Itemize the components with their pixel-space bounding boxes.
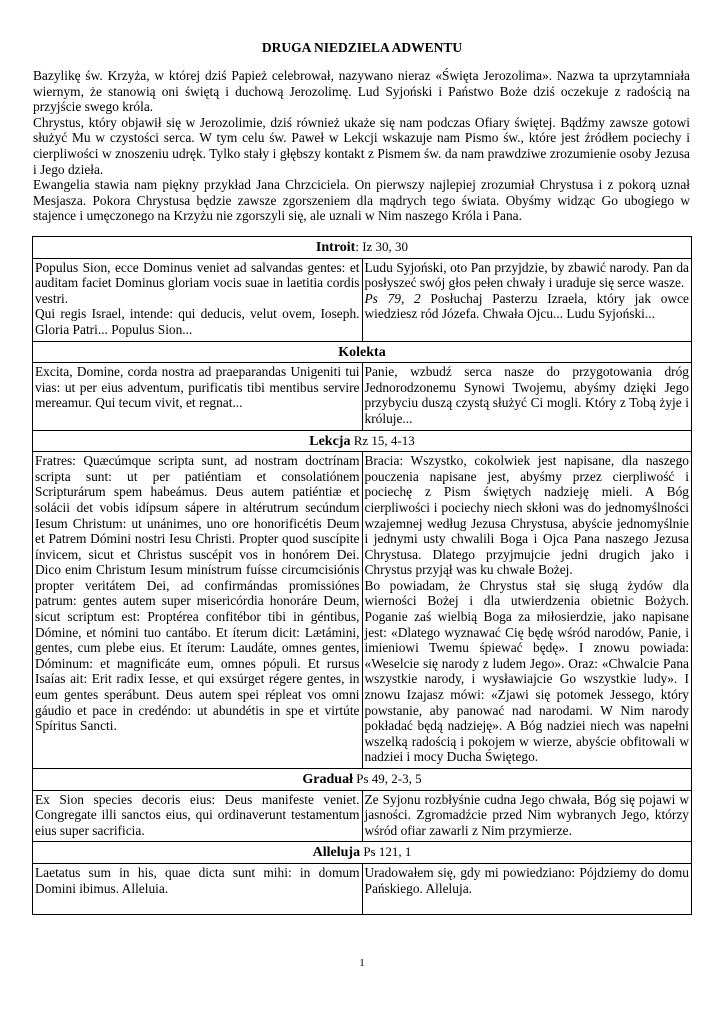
latin-text: Fratres: Quæcúmque scripta sunt, ad nostram doctrínam scripta sunt: ut per patiéntiam et consolatiónem Scripturárum spem habeámus. Deus autem patiéntiæ et solácii det vobis idípsum sápere in altérutrum secúndum Iesum Christum: ut unánimes, uno ore honorificétis Deum et Patrem Dómini nostri Iesu Christi. Propter quod suscípite ínvicem, sicut et Christus suscépit vos in honórem Dei. Dico enim Christum Iesum minístrum fuísse circumcisiónis propter veritátem Dei, ad confirmándas promissiónes patrum: gentes autem super misericórdia honoráre Deum, sicut scriptum est: Proptérea confitébor tibi in géntibus, Dómine, et nómini tuo cantábo. Et íterum dicit: Lætámini, gentes, cum plebe eius. Et íterum: Laudáte, omnes gentes, Dóminum: et magnificáte eum, omnes pópuli. Et rursus Isaías ait: Erit radix Iesse, et qui exsúrget régere gentes, in eum gentes sperábunt. Deus autem spei répleat vos omni gáudio et pace in credéndo: ut abundétis in spe et virtúte Spíritus Sancti. <box>35 453 360 734</box>
polish-text: Panie, wzbudź serca nasze do przygotowania dróg Jednorodzonemu Synowi Twojemu, abyśmy dzięki Jego przybyciu duszą czystą służyć Ci mogli. Który z Tobą żyje i króluje... <box>364 364 689 426</box>
gradual-header <box>33 769 692 791</box>
introit-header <box>33 237 692 259</box>
alleluja-header <box>33 842 692 864</box>
latin-text: Populus Sion, ecce Dominus veniet ad salvandas gentes: et auditam faciet Dominus gloriam vocis suae in laetitia cordis vestri. <box>35 259 360 306</box>
kolekta-polish <box>362 363 692 430</box>
alleluja-polish <box>362 863 692 914</box>
polish-text: Ze Syjonu rozbłyśnie cudna Jego chwała, Bóg się pojawi w jasności. Zgromadźcie przed Nim wybranych Jego, którzy wśród ofiar zawarli z Nim przymierze. <box>364 791 689 838</box>
polish-text: Bracia: Wszystko, cokolwiek jest napisane, dla naszego pouczenia napisane jest, abyśmy przez cierpliwość i pociechę z Pism świętych nadzieję mieli. A Bóg cierpliwości i pociechy niech skłoni was do jednomyślności wzajemnej według Jezusa Chrystusa, abyście jednomyślnie i jednymi usty chwalili Boga i Ojca Pana naszego Jezusa Chrystusa. Dlatego przyjmujcie jedni drugich jako i Chrystus przyjął was ku chwale Bożej. <box>364 453 689 578</box>
kolekta-latin <box>33 363 363 430</box>
section-name: Introit <box>315 240 356 255</box>
section-reference: Ps 121, 1 <box>360 844 412 860</box>
lekcja-polish <box>362 452 692 769</box>
section-reference: Rz 15, 4-13 <box>350 432 415 448</box>
introit-latin <box>33 258 363 341</box>
page-title: DRUGA NIEDZIELA ADWENTU <box>261 40 463 55</box>
latin-text: Excita, Domine, corda nostra ad praeparandas Unigeniti tui vias: ut per eius adventum, purificatis tibi mentibus servire mereamur. Qui tecum vivit, et regnat... <box>35 364 360 411</box>
section-name: Lekcja <box>309 433 351 449</box>
polish-text: Uradowałem się, gdy mi powiedziano: Pójdziemy do domu Pańskiego. Alleluja. <box>364 864 689 896</box>
latin-text: Qui regis Israel, intende: qui deducis, velut ovem, Ioseph. Gloria Patri... Populus Sion... <box>35 306 360 337</box>
intro-paragraph: Chrystus, który objawił się w Jerozolimie, dziś również ukaże się nam podczas Ofiary świętej. Bądźmy zawsze gotowi służyć Mu w czystości serca. W tym celu św. Paweł w Lekcji wskazuje nam Pismo św., które jest źródłem pociechy i cierpliwości w znoszeniu udręk. Tylko stały i głębszy kontakt z Pismem św. da nam prawdziwe zrozumienie osoby Jezusa i Jego dzieła. <box>33 114 690 177</box>
intro-paragraph: Bazylikę św. Krzyża, w której dziś Papież celebrował, nazywano nieraz «Święta Jerozolima». Nazwa ta uprzytamniała wiernym, że stanowią oni świętą i duchową Jerozolimę. Lud Syjoński i Państwo Boże dziś oczekuje z radością na przyjście swego króla. <box>33 68 690 115</box>
lekcja-header <box>33 430 692 452</box>
introit-polish <box>362 258 692 341</box>
introduction <box>33 68 690 224</box>
polish-text <box>365 291 690 322</box>
gradual-latin <box>33 790 363 842</box>
gradual-polish <box>362 790 692 842</box>
section-reference: Ps 49, 2-3, 5 <box>352 771 422 786</box>
alleluja-latin <box>33 863 363 914</box>
proper-table <box>32 236 692 915</box>
section-reference: : Iz 30, 30 <box>355 239 409 254</box>
polish-text-continued: Posłuchaj Pasterzu Izraela, który jak owce wiedziesz ród Józefa. Chwała Ojcu... Ludu Syjoński... <box>364 290 689 322</box>
section-name: Kolekta <box>338 344 386 360</box>
lekcja-latin <box>33 452 363 769</box>
latin-text: Laetatus sum in his, quae dicta sunt mihi: in domum Domini ibimus. Alleluia. <box>35 864 360 896</box>
section-name: Alleluja <box>312 845 361 861</box>
section-name: Graduał <box>302 772 353 787</box>
polish-text: Bo powiadam, że Chrystus stał się sługą żydów dla wierności Bożej i dla utwierdzenia obietnic Bożych. Poganie zaś wielbią Boga za miłosierdzie, jako napisane jest: «Dlatego wyznawać Cię będę wśród narodów, Panie, i imieniowi Twemu śpiewać będę». I znowu powiada: «Weselcie się narody z ludem Jego». Oraz: «Chwalcie Pana wszystkie narody, i wysławiajcie Go wszystkie ludy». I znowu Izajasz mówi: «Zjawi się potomek Jessego, który powstanie, aby panować nad narodami. W Nim narody pokładać będą nadzieję». A Bóg nadziei niech was napełni wszelką radością i pokojem w wierze, abyście obfitowali w nadziei i mocy Ducha Świętego. <box>364 577 689 765</box>
kolekta-header <box>33 341 692 363</box>
polish-text: Ludu Syjoński, oto Pan przyjdzie, by zbawić narody. Pan da posłyszeć swój głos pełen chwały i uraduje się serce wasze. <box>364 259 689 291</box>
psalm-reference: Ps 79, 2 <box>364 290 421 306</box>
latin-text: Ex Sion species decoris eius: Deus manifeste veniet. Congregate illi sanctos eius, qui ordinaverunt testamentum eius super sacrificia. <box>35 791 360 838</box>
intro-paragraph: Ewangelia stawia nam piękny przykład Jana Chrzciciela. On pierwszy najlepiej zrozumiał Chrystusa i z pokorą uznał Mesjasza. Pokora Chrystusa będzie zawsze zgorszeniem dla mądrych tego świata. Obyśmy widząc Go ubogiego w stajence i umęczonego na Krzyżu nie zgorszyli się, ale uznali w Nim naszego Króla i Pana. <box>33 177 690 224</box>
page-number: 1 <box>359 957 365 969</box>
